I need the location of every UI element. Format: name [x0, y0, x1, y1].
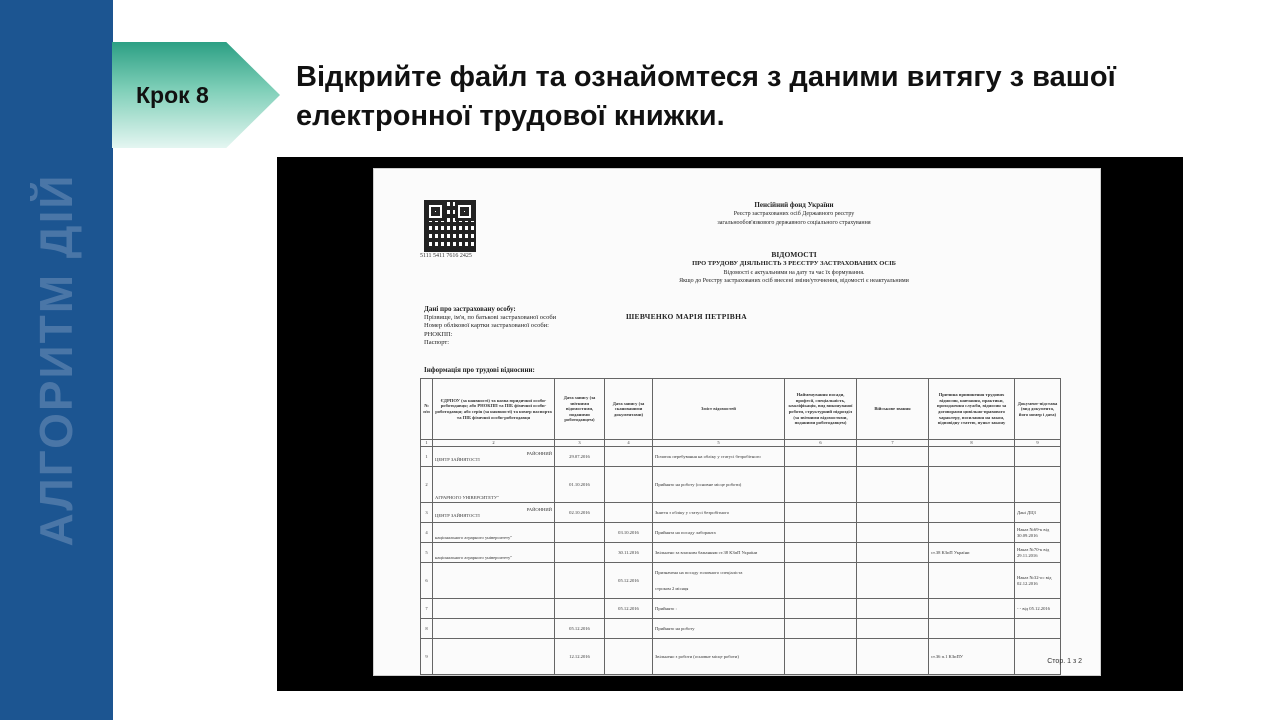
employer-cell — [433, 467, 555, 503]
column-number: 8 — [929, 440, 1015, 447]
position-cell — [785, 543, 857, 563]
military-rank-cell — [857, 599, 929, 619]
person-field: Паспорт: — [424, 339, 450, 346]
employer-name-top: РАЙОННИЙ — [526, 450, 552, 456]
basis-document — [1015, 639, 1061, 675]
employer-cell — [433, 639, 555, 675]
record-content — [653, 563, 785, 599]
table-header-cell: Дата запису (за звітними відомостями, поданими роботодавцем) — [555, 379, 605, 440]
step-label: Крок 8 — [136, 82, 209, 108]
record-content: Прийнята на посаду лаборанта — [653, 523, 785, 543]
termination-reason — [929, 599, 1015, 619]
headline-line-1: Відкрийте файл та ознайомтеся з даними витягу з вашої — [296, 61, 1116, 93]
table-row — [421, 467, 1061, 503]
row-number: 5 — [421, 543, 433, 563]
column-number: 9 — [1015, 440, 1061, 447]
sidebar-title: АЛГОРИТМ ДІЙ — [30, 173, 82, 547]
record-date-reported: 29.07.2016 — [555, 447, 605, 467]
employer-name-top: РАЙОННИЙ — [526, 506, 552, 512]
position-cell — [785, 523, 857, 543]
qr-code-number: 5111 5411 7616 2425 — [420, 253, 472, 259]
record-content: Прийнято на роботу — [653, 619, 785, 639]
termination-reason: ст.38 КЗпП України — [929, 543, 1015, 563]
employment-table — [420, 378, 1061, 675]
military-rank-cell — [857, 523, 929, 543]
row-number: 4 — [421, 523, 433, 543]
section-title: Інформація про трудові відносини: — [424, 366, 535, 374]
employer-cell — [433, 447, 555, 467]
basis-document — [1015, 467, 1061, 503]
row-number: 7 — [421, 599, 433, 619]
table-header-cell: Документ-підстава (вид документа, його номер і дата) — [1015, 379, 1061, 440]
basis-document: - - від 05.12.2016 — [1015, 599, 1061, 619]
termination-reason — [929, 503, 1015, 523]
basis-document — [1015, 619, 1061, 639]
table-header-cell: Найменування посади, професії, спеціальність, кваліфікація, вид виконуваної роботи, структурний підрозділ (за звітними відомостями, поданими роботодавцем) — [785, 379, 857, 440]
table-row — [421, 503, 1061, 523]
employer-name: ЦЕНТР ЗАЙНЯТОСТІ — [435, 512, 480, 518]
position-cell — [785, 639, 857, 675]
record-date-reported: 05.12.2016 — [555, 619, 605, 639]
column-number: 6 — [785, 440, 857, 447]
position-cell — [785, 563, 857, 599]
row-number: 3 — [421, 503, 433, 523]
headline-line-2: електронної трудової книжки. — [296, 100, 725, 132]
position-cell — [785, 467, 857, 503]
basis-document: Наказ №69-к від 30.09.2016 — [1015, 523, 1061, 543]
doc-title-1: ВІДОМОСТІ — [771, 250, 817, 259]
military-rank-cell — [857, 467, 929, 503]
row-number: 8 — [421, 619, 433, 639]
person-field: Номер облікової картки застрахованої особи: — [424, 322, 549, 329]
table-row — [421, 523, 1061, 543]
record-date-scanned: 30.11.2016 — [605, 543, 653, 563]
column-number: 5 — [653, 440, 785, 447]
table-row — [421, 599, 1061, 619]
record-date-scanned: 03.10.2016 — [605, 523, 653, 543]
column-number: 3 — [555, 440, 605, 447]
table-header-cell: Зміст відомостей — [653, 379, 785, 440]
table-header-cell: Дата запису (за сканованими документами) — [605, 379, 653, 440]
employer-name: ЦЕНТР ЗАЙНЯТОСТІ — [435, 456, 480, 462]
table-header-cell: № п/п — [421, 379, 433, 440]
table-row — [421, 543, 1061, 563]
person-data-block — [424, 305, 556, 348]
org-line-1: Пенсійний фонд України — [754, 201, 834, 209]
table-row — [421, 447, 1061, 467]
termination-reason — [929, 467, 1015, 503]
record-date-reported — [555, 523, 605, 543]
employer-cell — [433, 563, 555, 599]
record-content: Прийнято : — [653, 599, 785, 619]
record-content-line: строком 2 місяця — [655, 585, 689, 591]
record-date-reported — [555, 599, 605, 619]
org-line-2: Реєстр застрахованих осіб Державного реєстру — [733, 211, 855, 217]
termination-reason — [929, 523, 1015, 543]
column-number: 7 — [857, 440, 929, 447]
qr-code-icon — [426, 202, 474, 250]
row-number: 2 — [421, 467, 433, 503]
employer-name: АГРАРНОГО УНІВЕРСИТЕТУ" — [435, 495, 499, 501]
military-rank-cell — [857, 503, 929, 523]
record-content: Звільнено за власним бажанням ст.38 КЗпП України — [653, 543, 785, 563]
doc-subtitle-2: Якщо до Реєстру застрахованих осіб внесені зміни/уточнення, відомості є неактуальними — [679, 278, 909, 284]
record-date-scanned — [605, 503, 653, 523]
table-row — [421, 639, 1061, 675]
termination-reason: ст.36 п.1 КЗпПУ — [929, 639, 1015, 675]
employer-cell — [433, 503, 555, 523]
table-header-cell: ЄДРПОУ (за наявності) та назва юридичної особи-роботодавця; або РНОКПП та ПІБ фізичної особи-роботодавця; або серія (за наявності) та номер паспорта та ПІБ фізичної особи-роботодавця — [433, 379, 555, 440]
doc-subtitle-1: Відомості є актуальними на дату та час їх формування. — [723, 270, 865, 276]
basis-document — [1015, 447, 1061, 467]
military-rank-cell — [857, 543, 929, 563]
person-field: Прізвище, ім'я, по батькові застрахованої особи — [424, 313, 557, 321]
table-row — [421, 563, 1061, 599]
row-number: 6 — [421, 563, 433, 599]
position-cell — [785, 619, 857, 639]
position-cell — [785, 503, 857, 523]
person-field: РНОКПП: — [424, 330, 453, 338]
record-date-reported: 12.12.2016 — [555, 639, 605, 675]
position-cell — [785, 599, 857, 619]
person-name: ШЕВЧЕНКО МАРІЯ ПЕТРІВНА — [626, 312, 747, 321]
record-date-scanned — [605, 639, 653, 675]
basis-document: Наказ №70-к від 29.11.2016 — [1015, 543, 1061, 563]
record-content: Початок перебування на обліку у статусі безробітного — [653, 447, 785, 467]
table-header-cell: Військове звання — [857, 379, 929, 440]
record-date-scanned — [605, 447, 653, 467]
record-date-reported — [555, 543, 605, 563]
record-content: Зняття з обліку у статусі безробітного — [653, 503, 785, 523]
person-header: Дані про застраховану особу: — [424, 305, 516, 313]
employer-name: національного аграрного університету" — [435, 555, 513, 561]
record-date-reported — [555, 563, 605, 599]
table-row — [421, 619, 1061, 639]
page-number: Стор. 1 з 2 — [1047, 658, 1082, 665]
employer-name: національного аграрного університету" — [435, 535, 513, 541]
basis-document: Дані ДЦЗ — [1015, 503, 1061, 523]
record-date-scanned — [605, 467, 653, 503]
record-date-reported: 02.10.2016 — [555, 503, 605, 523]
military-rank-cell — [857, 563, 929, 599]
document-page — [373, 168, 1101, 676]
org-line-3: загальнообов'язкового державного соціального страхування — [717, 220, 871, 226]
instruction-headline — [296, 58, 1236, 136]
sidebar-band — [0, 0, 113, 720]
row-number: 1 — [421, 447, 433, 467]
military-rank-cell — [857, 447, 929, 467]
record-content-line: Призначена на посаду головного спеціаліста — [655, 569, 743, 575]
record-date-scanned: 05.12.2016 — [605, 599, 653, 619]
military-rank-cell — [857, 619, 929, 639]
military-rank-cell — [857, 639, 929, 675]
termination-reason — [929, 447, 1015, 467]
record-content: Звільнено з роботи (основне місце роботи) — [653, 639, 785, 675]
record-date-scanned — [605, 619, 653, 639]
doc-title-2: ПРО ТРУДОВУ ДІЯЛЬНІСТЬ З РЕЄСТРУ ЗАСТРАХОВАНИХ ОСІБ — [692, 260, 896, 267]
column-number: 2 — [433, 440, 555, 447]
table-header-cell: Причина припинення трудових відносин, навчання, практики, проходження служби, відносин за договорами цивільно-правового характеру, посилання на закон, відповідну статтю, пункт закону — [929, 379, 1015, 440]
termination-reason — [929, 563, 1015, 599]
position-cell — [785, 447, 857, 467]
employer-cell — [433, 619, 555, 639]
record-content: Прийнято на роботу (основне місце роботи) — [653, 467, 785, 503]
record-date-scanned: 05.12.2016 — [605, 563, 653, 599]
employer-cell — [433, 599, 555, 619]
employer-cell — [433, 543, 555, 563]
employer-cell — [433, 523, 555, 543]
basis-document: Наказ №32-ос від 02.12.2016 — [1015, 563, 1061, 599]
column-number: 4 — [605, 440, 653, 447]
row-number: 9 — [421, 639, 433, 675]
record-date-reported: 01.10.2016 — [555, 467, 605, 503]
termination-reason — [929, 619, 1015, 639]
column-number: 1 — [421, 440, 433, 447]
